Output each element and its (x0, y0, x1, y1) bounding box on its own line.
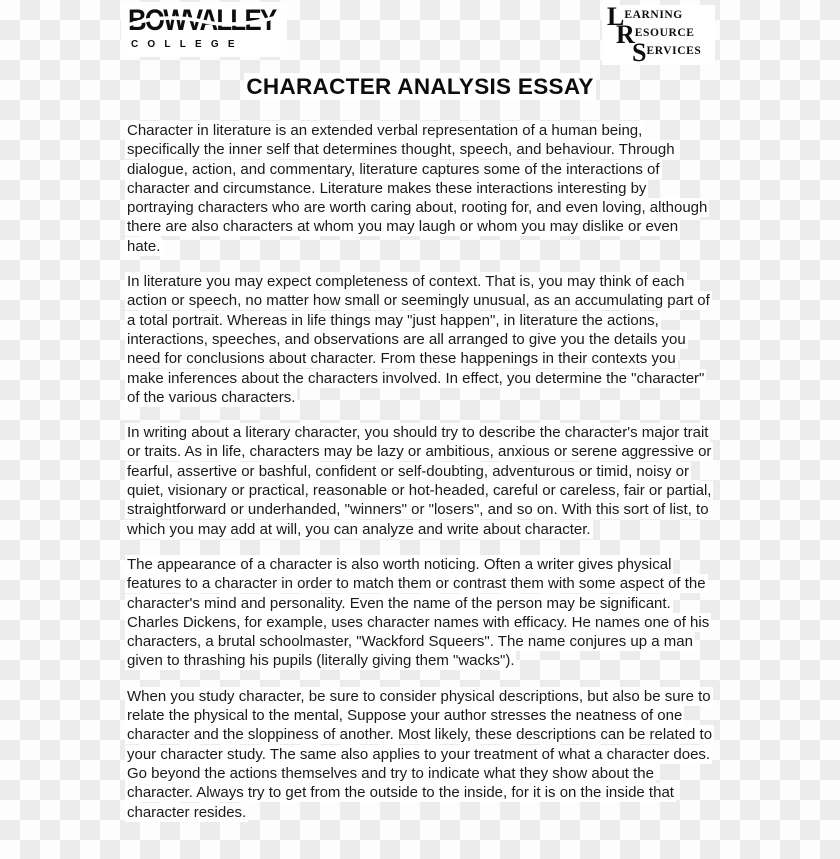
essay-paragraph-3 (125, 423, 715, 539)
learning-resource-services-logo (602, 2, 715, 67)
essay-paragraph-1-text: Character in literature is an extended verbal representation of a human being, specifically the inner self that determines thought, speech, and behaviour. Through dialogue, action, and commentary, literature captures some of the interactions of character and circumstance. Literature makes these interactions interesting by portraying characters who are worth caring about, rooting for, and even loving, although there are also characters at whom you may laugh or whom you may dislike or even hate. (127, 122, 708, 255)
page-title-text: CHARACTER ANALYSIS ESSAY (246, 74, 594, 99)
lrs-logo-line-services (632, 38, 702, 67)
essay-paragraph-4 (125, 555, 715, 671)
lrs-initial-s: S (632, 38, 647, 67)
lrs-initial-l: L (607, 2, 625, 31)
lrs-initial-r: R (616, 20, 635, 49)
essay-paragraph-5-text: When you study character, be sure to consider physical descriptions, but also be sure to relate the physical to the mental, Suppose your author stresses the neatness of one character and the sloppiness of another. Most likely, these descriptions can be related to your character study. The same also applies to your treatment of what a character does. Go beyond the actions themselves and try to indicate what they show about the character. Always try to get from the outside to the inside, for it is on the inside that character resides. (127, 687, 713, 821)
bow-valley-word-valley: VALLEY (185, 4, 276, 37)
lrs-rest-esource: ESOURCE (634, 27, 695, 39)
lrs-rest-ervices: ERVICES (646, 45, 702, 57)
essay-paragraph-2 (125, 272, 715, 407)
essay-paragraph-1 (125, 121, 715, 256)
wave-swoosh-icon (121, 2, 287, 42)
bow-valley-college-logo (121, 2, 287, 57)
lrs-rest-earning: EARNING (624, 9, 683, 21)
page-title (0, 74, 840, 100)
essay-paragraph-3-text: In writing about a literary character, you should try to describe the character's major trait or traits. As in life, characters may be lazy or ambitious, anxious or serene aggressive or fearful, assertive or bashful, confident or self-doubting, adventurous or timid, noisy or quiet, visionary or practical, reasonable or hot-headed, careful or careless, fair or partial, straightforward or underhanded, "winners" or "losers", and so on. With this sort of list, to which you may add at will, you can analyze and write about character. (127, 424, 712, 538)
essay-paragraph-2-text: In literature you may expect completeness of context. That is, you may think of each action or speech, no matter how small or seemingly unusual, as an accumulating part of a total portrait. Whereas in life things may "just happen", in literature the actions, interactions, speeches, and observations are all arranged to give you the details you need for conclusions about character. From these happenings in their contexts you make inferences about the characters involved. In effect, you determine the "character" of the various characters. (127, 273, 710, 406)
essay-body (125, 121, 715, 838)
essay-paragraph-4-text: The appearance of a character is also worth noticing. Often a writer gives physical features to a character in order to match them or contrast them with some aspect of the character's mind and personality. Even the name of the person may be significant. Charles Dickens, for example, uses character names with efficacy. He names one of his characters, a brutal schoolmaster, "Wackford Squeers". The name conjures up a man given to thrashing his pupils (literally giving them "wacks"). (127, 555, 710, 670)
bow-valley-college-subtitle: COLLEGE (131, 39, 244, 50)
essay-paragraph-5 (125, 687, 715, 822)
bow-valley-word-bow: BOW (128, 4, 186, 37)
